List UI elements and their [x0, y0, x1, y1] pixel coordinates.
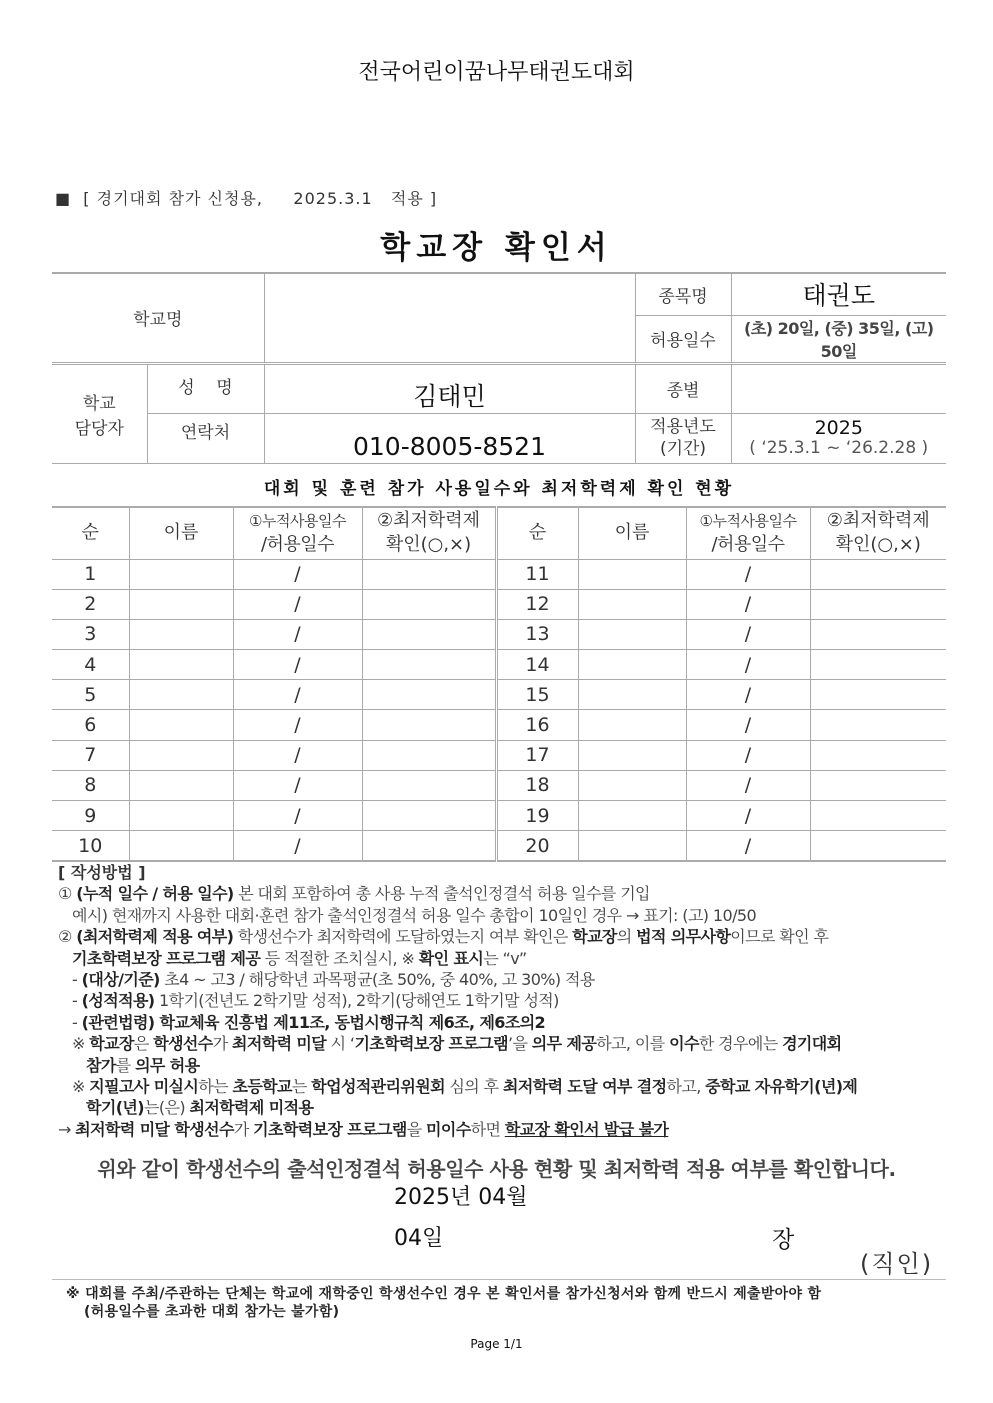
student-name-cell[interactable]	[129, 559, 233, 589]
student-name-cell[interactable]	[129, 589, 233, 619]
days-cell[interactable]: /	[233, 619, 362, 649]
min-check-cell[interactable]	[362, 770, 496, 800]
method-line-4: 기초학력보장 프로그램 제공 등 적절한 조치실시, ※ 확인 표시는 “v”	[72, 948, 527, 968]
table-row	[52, 589, 946, 619]
school-name-field[interactable]	[264, 273, 635, 363]
min-check-cell[interactable]	[362, 801, 496, 831]
student-name-cell[interactable]	[578, 619, 686, 649]
min-check-cell[interactable]	[362, 710, 496, 740]
col-min-line1: ②최저학력제	[376, 510, 481, 532]
min-check-cell[interactable]	[362, 740, 496, 770]
col-days-line1: ①누적사용일수	[249, 512, 346, 531]
footnote-line-1: ※ 대회를 주최/주관하는 단체는 학교에 재학중인 학생선수인 경우 본 확인서를 참가신청서와 함께 반드시 제출받아야 함	[66, 1286, 822, 1302]
method-line-5: - (대상/기준) 초4 ~ 고3 / 해당학년 과목평균(초 50%, 중 40%, 고 30%) 적용	[72, 970, 595, 990]
col-no-right: 순	[496, 507, 578, 559]
col-min-right-line1: ②최저학력제	[826, 510, 930, 532]
days-cell[interactable]: /	[686, 559, 810, 589]
method-line-12: → 최저학력 미달 학생선수가 기초학력보장 프로그램을 미이수하면 학교장 확인서 발급 불가	[58, 1119, 669, 1139]
min-check-cell[interactable]	[810, 619, 946, 649]
year-value[interactable]: 2025	[814, 417, 863, 439]
writing-method	[58, 862, 958, 1140]
days-cell[interactable]: /	[233, 559, 362, 589]
school-name-label: 학교명	[52, 273, 264, 363]
method-line-10: ※ 지필고사 미실시하는 초등학교는 학업성적관리위원회 심의 후 최저학력 도달 여부 결정하고, 중학교 자유학기(년)제	[72, 1077, 858, 1097]
days-cell[interactable]: /	[686, 740, 810, 770]
days-cell[interactable]: /	[233, 831, 362, 861]
days-cell[interactable]: /	[233, 710, 362, 740]
table-row	[52, 801, 946, 831]
min-check-cell[interactable]	[810, 589, 946, 619]
row-number: 1	[52, 559, 129, 589]
student-name-cell[interactable]	[578, 650, 686, 680]
min-check-cell[interactable]	[810, 801, 946, 831]
row-number: 2	[52, 589, 129, 619]
contact-label: 연락처	[147, 413, 264, 463]
method-line-3: ② (최저학력제 적용 여부) 학생선수가 최저학력에 도달하였는지 여부 확인은 학교장의 법적 의무사항이므로 확인 후	[58, 927, 829, 947]
allowed-days-value: (초) 20일, (중) 35일, (고) 50일	[731, 315, 946, 363]
col-min-line2: 확인(○,×)	[385, 534, 472, 556]
col-days	[233, 507, 362, 559]
contact-value[interactable]: 010-8005-8521	[264, 413, 635, 463]
min-check-cell[interactable]	[810, 770, 946, 800]
col-min-right	[810, 507, 946, 559]
days-cell[interactable]: /	[233, 589, 362, 619]
min-check-cell[interactable]	[810, 740, 946, 770]
method-title: [ 작성방법 ]	[58, 863, 146, 882]
student-name-cell[interactable]	[129, 831, 233, 861]
row-number: 17	[496, 740, 578, 770]
year-label	[635, 413, 731, 463]
row-number: 16	[496, 710, 578, 740]
table-row	[52, 831, 946, 861]
student-name-cell[interactable]	[129, 801, 233, 831]
year-label-line1: 적용년도	[650, 417, 716, 437]
row-number: 4	[52, 650, 129, 680]
event-value[interactable]: 태권도	[731, 273, 946, 315]
row-number: 9	[52, 801, 129, 831]
event-label: 종목명	[635, 273, 731, 315]
min-check-cell[interactable]	[362, 559, 496, 589]
col-days-right-line1: ①누적사용일수	[699, 512, 797, 531]
days-cell[interactable]: /	[686, 589, 810, 619]
manager-label	[52, 363, 147, 463]
min-check-cell[interactable]	[362, 650, 496, 680]
manager-label-line1: 학교	[82, 393, 116, 414]
name-value[interactable]: 김태민	[264, 363, 635, 413]
table-row	[52, 619, 946, 649]
days-cell[interactable]: /	[233, 801, 362, 831]
method-line-6: - (성적적용) 1학기(전년도 2학기말 성적), 2학기(당해연도 1학기말 성적)	[72, 991, 559, 1011]
table-row	[52, 650, 946, 680]
col-name: 이름	[129, 507, 233, 559]
row-number: 15	[496, 680, 578, 710]
category-field[interactable]	[731, 363, 946, 413]
row-number: 13	[496, 619, 578, 649]
usage-table-heading: 대회 및 훈련 참가 사용일수와 최저학력제 확인 현황	[263, 479, 735, 499]
col-days-right-line2: /허용일수	[711, 534, 785, 556]
student-name-cell[interactable]	[129, 619, 233, 649]
category-label: 종별	[635, 363, 731, 413]
min-check-cell[interactable]	[362, 831, 496, 861]
days-cell[interactable]: /	[686, 650, 810, 680]
student-name-cell[interactable]	[578, 831, 686, 861]
student-name-cell[interactable]	[129, 650, 233, 680]
row-number: 14	[496, 650, 578, 680]
student-name-cell[interactable]	[578, 801, 686, 831]
min-check-cell[interactable]	[362, 619, 496, 649]
student-name-cell[interactable]	[129, 740, 233, 770]
method-line-8: ※ 학교장은 학생선수가 최저학력 미달 시 ‘기초학력보장 프로그램’을 의무 제공하고, 이를 이수한 경우에는 경기대회	[72, 1034, 842, 1054]
col-name-right: 이름	[578, 507, 686, 559]
issue-date-month[interactable]: 2025년 04월	[394, 1185, 528, 1210]
row-number: 18	[496, 770, 578, 800]
name-label	[147, 363, 264, 413]
row-number: 12	[496, 589, 578, 619]
student-name-cell[interactable]	[578, 740, 686, 770]
days-cell[interactable]: /	[686, 801, 810, 831]
document-title: 학교장 확인서	[380, 230, 613, 266]
method-line-7: - (관련법령) 학교체육 진흥법 제11조, 동법시행규칙 제6조, 제6조의2	[72, 1012, 546, 1032]
row-number: 8	[52, 770, 129, 800]
footnote-line-2: (허용일수를 초과한 대회 참가는 불가함)	[84, 1304, 340, 1320]
student-name-cell[interactable]	[129, 770, 233, 800]
student-usage-table	[52, 506, 946, 862]
col-min-right-line2: 확인(○,×)	[835, 534, 921, 556]
row-number: 7	[52, 740, 129, 770]
name-label-text: 성 명	[178, 377, 233, 398]
student-name-cell[interactable]	[129, 680, 233, 710]
footnote	[66, 1285, 946, 1321]
top-title: 전국어린이꿈나무태권도대회	[358, 60, 635, 85]
footer-divider	[52, 1279, 946, 1280]
student-name-cell[interactable]	[578, 710, 686, 740]
table-row	[52, 680, 946, 710]
student-name-cell[interactable]	[578, 559, 686, 589]
row-number: 3	[52, 619, 129, 649]
row-number: 10	[52, 831, 129, 861]
days-cell[interactable]: /	[686, 680, 810, 710]
row-number: 20	[496, 831, 578, 861]
min-check-cell[interactable]	[810, 559, 946, 589]
min-check-cell[interactable]	[810, 831, 946, 861]
allowed-days-label: 허용일수	[635, 315, 731, 363]
table-row	[52, 710, 946, 740]
method-line-11: 학기(년)는(은) 최저학력제 미적용	[86, 1098, 314, 1118]
student-name-cell[interactable]	[578, 680, 686, 710]
min-check-cell[interactable]	[362, 680, 496, 710]
year-cell	[731, 413, 946, 463]
days-cell[interactable]: /	[686, 710, 810, 740]
col-no: 순	[52, 507, 129, 559]
min-check-cell[interactable]	[810, 680, 946, 710]
confirmation-statement: 위와 같이 학생선수의 출석인정결석 허용일수 사용 현황 및 최저학력 적용 여부를 확인합니다.	[97, 1157, 896, 1181]
method-line-2: 예시) 현재까지 사용한 대회·훈련 참가 출석인정결석 허용 일수 총합이 10일인 경우 → 표기: (고) 10/50	[72, 905, 757, 925]
method-line-1: ① (누적 일수 / 허용 일수) 본 대회 포함하여 총 사용 누적 출석인정결석 허용 일수를 기입	[58, 884, 650, 904]
school-info-table	[52, 272, 946, 464]
table-row	[52, 770, 946, 800]
row-number: 6	[52, 710, 129, 740]
method-line-9: 참가를 의무 허용	[86, 1055, 200, 1075]
row-number: 19	[496, 801, 578, 831]
student-name-cell[interactable]	[129, 710, 233, 740]
min-check-cell[interactable]	[810, 710, 946, 740]
days-cell[interactable]: /	[686, 619, 810, 649]
col-days-right	[686, 507, 810, 559]
manager-label-line2: 담당자	[74, 418, 124, 439]
min-check-cell[interactable]	[810, 650, 946, 680]
year-label-line2: (기간)	[659, 439, 707, 459]
days-cell[interactable]: /	[233, 650, 362, 680]
days-cell[interactable]: /	[686, 770, 810, 800]
row-number: 5	[52, 680, 129, 710]
page-number: Page 1/1	[470, 1337, 523, 1351]
days-cell[interactable]: /	[686, 831, 810, 861]
official-seal-label: (직인)	[860, 1250, 934, 1278]
year-period: ( ‘25.3.1 ~ ‘26.2.28 )	[749, 438, 929, 458]
min-check-cell[interactable]	[362, 589, 496, 619]
principal-signature-label: 장	[772, 1227, 795, 1253]
days-cell[interactable]: /	[233, 770, 362, 800]
days-cell[interactable]: /	[233, 680, 362, 710]
student-name-cell[interactable]	[578, 770, 686, 800]
student-name-cell[interactable]	[578, 589, 686, 619]
row-number: 11	[496, 559, 578, 589]
days-cell[interactable]: /	[233, 740, 362, 770]
issue-date-day[interactable]: 04일	[394, 1226, 444, 1251]
table-row	[52, 559, 946, 589]
col-min	[362, 507, 496, 559]
col-days-line2: /허용일수	[260, 534, 335, 556]
table-row	[52, 740, 946, 770]
form-tag: ■ [ 경기대회 참가 신청용, 2025.3.1 적용 ]	[55, 189, 438, 208]
